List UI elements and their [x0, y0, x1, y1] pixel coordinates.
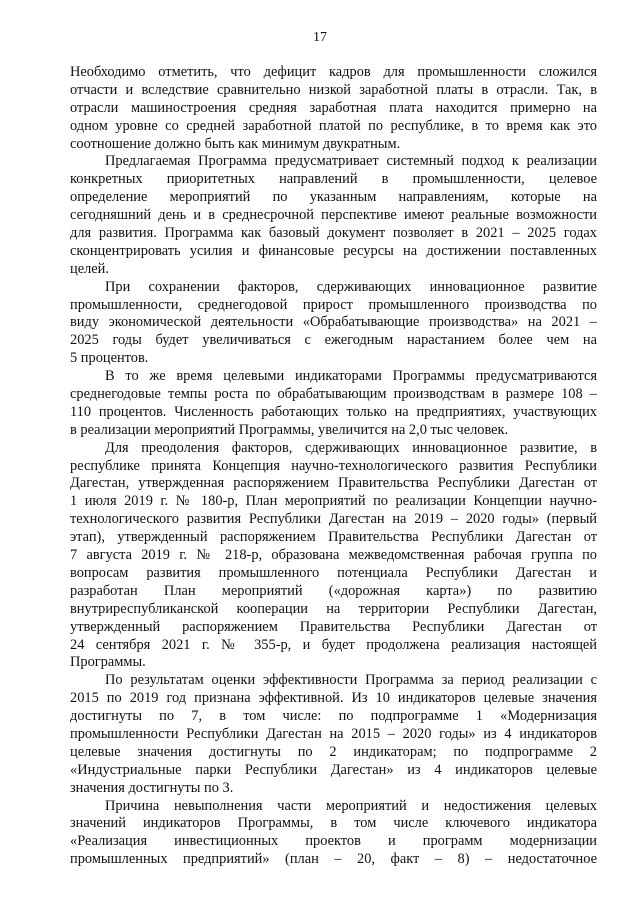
text-line: Причина невыполнения части мероприятий и недостижения целевых: [105, 797, 597, 814]
text-line: вопросам развития промышленного потенциала Республики Дагестан и: [70, 564, 597, 581]
text-line: целевые значения достигнуты по 2 индикаторам; по подпрограмме 2: [70, 743, 597, 760]
text-line: промышленности Республики Дагестан на 2015 – 2020 годы» из 4 индикаторов: [70, 725, 597, 742]
text-line: сегодняшний день и в среднесрочной перспективе имеют реальные возможности: [70, 207, 597, 224]
text-line: 24 сентября 2021 г. № 355-р, и будет продолжена реализация настоящей: [70, 636, 597, 653]
paragraph: [70, 64, 597, 153]
text-line: технологического развития Республики Дагестан на 2019 – 2020 годы» (первый: [70, 511, 597, 528]
text-line: виду экономической деятельности «Обрабатывающие производства» на 2021 –: [70, 314, 597, 331]
paragraph: [70, 672, 597, 797]
paragraph: [70, 798, 597, 870]
text-line: В то же время целевыми индикаторами Программы предусматриваются: [105, 368, 597, 385]
text-line: Необходимо отметить, что дефицит кадров для промышленности сложился: [70, 64, 597, 80]
text-line: значений индикаторов Программы, в том числе ключевого индикатора: [70, 815, 597, 832]
text-line: соотношение должно быть как минимум двукратным.: [70, 135, 401, 152]
text-line: Предлагаемая Программа предусматривает системный подход к реализации: [105, 153, 597, 170]
paragraph: [70, 279, 597, 368]
text-line: 2015 по 2019 год признана эффективной. Из 10 индикаторов целевые значения: [70, 690, 597, 707]
text-line: 7 августа 2019 г. № 218-р, образована межведомственная рабочая группа по: [70, 547, 597, 564]
text-line: 5 процентов.: [70, 350, 149, 367]
text-line: сконцентрировать усилия и финансовые ресурсы на достижении поставленных: [70, 242, 597, 259]
text-line: разработан План мероприятий («дорожная карта») по развитию: [70, 582, 597, 599]
text-line: 110 процентов. Численность работающих только на предприятиях, участвующих: [70, 403, 597, 420]
text-line: 2025 годы будет увеличиваться с ежегодным нарастанием более чем на: [70, 332, 597, 349]
text-line: для развития. Программа как базовый документ позволяет в 2021 – 2025 годах: [70, 225, 597, 242]
text-line: По результатам оценки эффективности Программа за период реализации с: [105, 672, 597, 689]
text-line: При сохранении факторов, сдерживающих инновационное развитие: [105, 278, 597, 295]
text-line: отчасти и вследствие сравнительно низкой заработной платы в отрасли. Так, в: [70, 81, 597, 98]
text-line: в реализации мероприятий Программы, увеличится на 2,0 тыс человек.: [70, 421, 509, 438]
text-line: этап), утвержденный распоряжением Правительства Республики Дагестан от: [70, 529, 597, 546]
text-line: целей.: [70, 260, 109, 277]
text-line: Дагестан, утвержденная распоряжением Правительства Республики Дагестан от: [70, 475, 597, 492]
text-line: отрасли машиностроения средняя заработная плата находится примерно на: [70, 99, 597, 116]
text-line: определение мероприятий по указанным направлениям, которые на: [70, 189, 597, 206]
text-line: республике принята Концепция научно-технологического развития Республики: [70, 457, 597, 474]
text-line: Программы.: [70, 654, 146, 671]
text-line: Для преодоления факторов, сдерживающих инновационное развитие, в: [105, 439, 597, 456]
paragraph: [70, 153, 597, 278]
text-line: значения достигнуты по 3.: [70, 779, 234, 796]
text-line: утвержденный распоряжением Правительства Республики Дагестан от: [70, 618, 597, 635]
paragraph: [70, 440, 597, 673]
paragraph: [70, 368, 597, 440]
text-line: конкретных приоритетных направлений в промышленности, целевое: [70, 171, 597, 188]
text-line: промышленности, среднегодовой прирост промышленного производства по: [70, 296, 597, 313]
text-line: «Индустриальные парки Республики Дагестан» из 4 индикаторов целевые: [70, 761, 597, 778]
text-line: среднегодовые темпы роста по обрабатывающим производствам в размере 108 –: [70, 386, 597, 403]
text-line: 1 июля 2019 г. № 180-р, План мероприятий по реализации Концепции научно-: [70, 493, 597, 510]
text-line: «Реализация инвестиционных проектов и программ модернизации: [70, 833, 597, 850]
text-line: одном уровне со средней заработной платой по республике, в то время как это: [70, 117, 597, 134]
text-line: достигнуты по 7, в том числе: по подпрограмме 1 «Модернизация: [70, 708, 597, 725]
page-number: 17: [313, 30, 327, 45]
document-body: [70, 64, 597, 869]
text-line: внутриреспубликанской кооперации на территории Республики Дагестан,: [70, 600, 597, 617]
text-line: промышленных предприятий» (план – 20, факт – 8) – недостаточное: [70, 851, 597, 868]
